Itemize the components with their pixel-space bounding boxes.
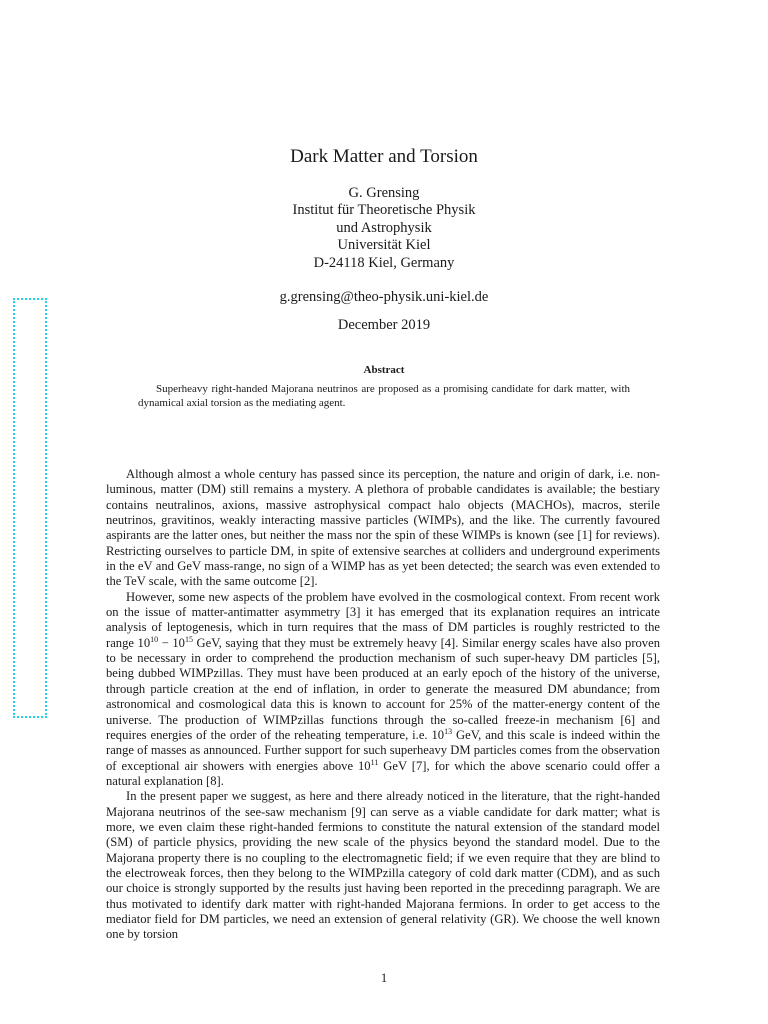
- text-run: GeV [7], for which the above scenario could offer a natural explanation [8].: [106, 758, 660, 788]
- body-text: [106, 467, 660, 943]
- text-run: In the present paper we suggest, as here and there already noticed in the literature, that the right-handed Majorana neutrinos of the see-saw mechanism [9] can serve as a viable candidate for dark matter; what is more, we even claim these right-handed fermions to constitute the natural extension of the standard model (SM) of particle physics, providing the new scale of the physics beyond the standard model. Due to the Majorana property there is no coupling to the electromagnetic field; if we even require that they are blind to the electroweak forces, then they belong to the WIMPzilla category of cold dark matter (CDM), and as such our choice is strongly supported by the results just having been reported in the precedinng paragraph. We are thus motivated to identify dark matter with right-handed Majorana fermions. In order to get access to the mediator field for DM particles, we need an extension of general relativity (GR). We choose the well known one by torsion: [106, 789, 660, 942]
- author-name: G. Grensing: [348, 185, 420, 201]
- exponent: 13: [444, 726, 453, 736]
- exponent: 10: [150, 634, 159, 644]
- paragraph: [106, 789, 660, 942]
- page-number: 1: [380, 971, 388, 985]
- author-email: g.grensing@theo-physik.uni-kiel.de: [279, 289, 489, 305]
- paper-title: Dark Matter and Torsion: [290, 146, 478, 167]
- affiliation-line: D-24118 Kiel, Germany: [313, 254, 455, 271]
- paragraph: [106, 467, 660, 590]
- abstract-text: Superheavy right-handed Majorana neutrinos are proposed as a promising candidate for dark matter, with dynamical axial torsion as the mediating agent.: [138, 383, 630, 409]
- paper-date: December 2019: [337, 317, 431, 333]
- text-run: However, some new aspects of the problem have evolved in the cosmological context. From recent work on the issue of matter-antimatter asymmetry [3] it has emerged that its explanation requires an intricate analysis of leptogenesis, which in turn requires that the mass of DM particles is roughly restricted to the range 10: [106, 589, 660, 650]
- text-run: Although almost a whole century has passed since its perception, the nature and origin of dark, i.e. non-luminous, matter (DM) still remains a mystery. A plethora of probable candidates is available; the bestiary contains neutralinos, axions, massive astrophysical compact halo objects (MACHOs), macros, sterile neutrinos, gravitinos, weakly interacting massive particles (WIMPs), and the like. The currently favoured aspirants are the latter ones, but neither the mass nor the spin of these WIMPs is known (see [1] for reviews). Restricting ourselves to particle DM, in spite of extensive searches at colliders and underground experiments in the eV and GeV mass-range, no sign of a WIMP has as yet been detected; the search was even extended to the TeV scale, with the same outcome [2].: [106, 467, 660, 589]
- author-affiliation: [0, 185, 768, 272]
- text-run: GeV, saying that they must be extremely heavy [4]. Similar energy scales have also proven to be necessary in order to comprehend the production mechanism of such super-heavy DM particles [5], being dubbed WIMPzillas. They must have been produced at an early epoch of the history of the universe, through particle creation at the end of inflation, in order to generate the measured DM abundance; from astronomical and cosmological data this is known to account for 25% of the matter-energy content of the universe. The production of WIMPzillas functions through the so-called freeze-in mechanism [6] and requires energies of the order of the reheating temperature, i.e. 10: [106, 635, 660, 742]
- affiliation-line: Institut für Theoretische Physik: [292, 202, 476, 219]
- abstract-heading: Abstract: [363, 364, 405, 376]
- exponent: 11: [370, 757, 379, 767]
- affiliation-line: Universität Kiel: [337, 237, 431, 254]
- exponent: 15: [184, 634, 193, 644]
- text-run: GeV, and this scale is indeed within the range of masses as announced. Further support for such superheavy DM particles comes from the observation of exceptional air showers with energies above 10: [106, 727, 660, 773]
- paragraph: [106, 590, 660, 789]
- selection-marker: [13, 298, 47, 718]
- affiliation-line: und Astrophysik: [336, 219, 432, 236]
- text-run: − 10: [158, 635, 185, 650]
